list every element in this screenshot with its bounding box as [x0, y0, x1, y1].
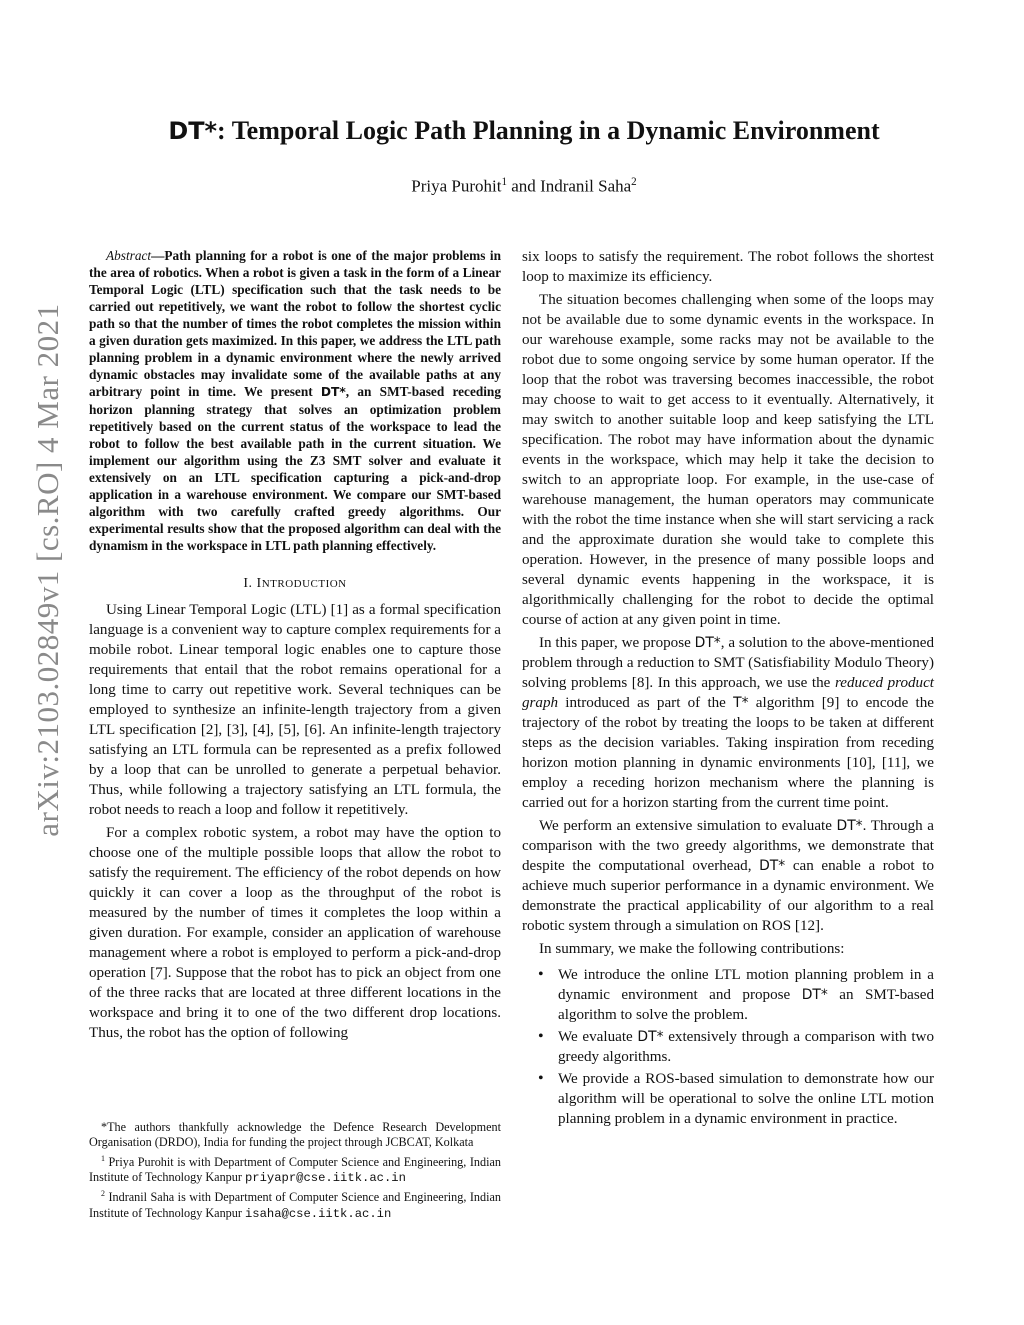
abstract-text-a: Path planning for a robot is one of the major problems in the area of robotics. When a robot is given a task in the form of a Linear Temporal Logic (LTL) specification such that the task needs to be carried out repetitively, we want the robot to follow the shortest cyclic path so that the number of times the robot completes the mission within a given duration gets maximized. In this paper, we address the LTL path planning problem in a dynamic environment where the newly arrived dynamic obstacles may invalidate some of the available paths at any arbitrary point in time. We present [89, 248, 501, 399]
footnote-1-mark: 1 [101, 1153, 105, 1163]
author-line [80, 176, 968, 197]
section-numeral: I. [243, 576, 257, 591]
footnote-1-email: priyapr@cse.iitk.ac.in [244, 1170, 406, 1185]
c3-text: We provide a ROS-based simulation to demonstrate how our algorithm will be operational to solve the online LTL motion planning problem in a dynamic environment in practice. [558, 1071, 934, 1127]
r3-text-b: . Through a comparison with the two greedy algorithms, we demonstrate that despite the computational overhead, [522, 818, 934, 874]
r2-emphasis: reduced product graph [522, 675, 934, 711]
r3-text-c: can enable a robot to achieve much superior performance in a dynamic environment. We demonstrate the practical applicability of our algorithm to a real robotic system through a simulation on ROS [12]. [522, 858, 934, 934]
footnote-funding: *The authors thankfully acknowledge the Defence Research Development Organisation (DRDO), India for funding the project through JCBCAT, Kolkata [89, 1120, 501, 1150]
abstract-label: Abstract [106, 248, 152, 263]
r3-text-a: We perform an extensive simulation to evaluate [539, 818, 837, 834]
right-column [522, 247, 934, 1131]
right-paragraph-0: six loops to satisfy the requirement. The robot follows the shortest loop to maximize its efficiency. [522, 249, 934, 285]
footnote-2-mark: 2 [101, 1189, 105, 1199]
c1-text-b: an SMT-based algorithm to solve the problem. [558, 987, 935, 1023]
right-paragraph-4: In summary, we make the following contributions: [539, 941, 845, 957]
contribution-3 [522, 1069, 934, 1129]
footnote-2 [89, 1186, 501, 1222]
title-rest: : Temporal Logic Path Planning in a Dynamic Environment [217, 116, 880, 145]
c2-text-b: extensively through a comparison with two greedy algorithms. [558, 1029, 935, 1065]
abstract-dash: — [151, 248, 165, 263]
right-paragraph-3 [522, 816, 934, 936]
right-paragraph-1: The situation becomes challenging when some of the loops may not be available due to some dynamic events in the workspace. In our warehouse example, some racks may not be available to the robot due to some ongoing service by some human operator. If the loop that the robot was traversing becomes inaccessible, the robot may choose to wait to get access to it eventually. Alternatively, it may switch to another suitable loop and keep satisfying the LTL specification. The robot may have information about the dynamic events in the workspace, which may help it take the decision to switch to an appropriate loop. For example, in the use-case of warehouse management, the human operators may communicate with the robot the time instance when she will start servicing a rack and the approximate duration she would take to complete this operation. However, in the presence of many possible loops and several dynamic events happening in the workspace, it is algorithmically challenging for the robot to decide the optimal course of action at any given point in time. [522, 292, 934, 628]
footnote-2-text: Indranil Saha is with Department of Computer Science and Engineering, Indian Institute of Technology Kanpur [89, 1190, 501, 1220]
author-2: Indranil Saha [540, 176, 632, 196]
footnote-1-text: Priya Purohit is with Department of Computer Science and Engineering, Indian Institute of Technology Kanpur [89, 1154, 501, 1184]
r2-t-star: T* [733, 695, 749, 711]
author-1: Priya Purohit [411, 176, 502, 196]
r2-text-d: algorithm [9] to encode the trajectory of the robot by treating the loops to be taken at different steps as the decision variables. Taking inspiration from receding horizon motion planning in dynamic environments [10], [11], we employ a receding horizon mechanism where the planning is carried out for a horizon starting from the current time point. [522, 695, 934, 811]
r2-text-a: In this paper, we propose [539, 635, 695, 651]
r2-dt: DT* [694, 635, 721, 651]
contributions-list [522, 965, 934, 1129]
contribution-2 [522, 1027, 934, 1067]
authors-and: and [507, 176, 541, 196]
c1-dt: DT* [801, 987, 828, 1003]
abstract-text-b: , an SMT-based receding horizon planning strategy that solves an optimization problem repetitively based on the current status of the workspace to lead the robot to follow the best available path in the current situation. We implement our algorithm using the Z3 SMT solver and evaluate it extensively on an LTL specification capturing a pick-and-drop application in a warehouse environment. We compare our SMT-based algorithm with two carefully crafted greedy algorithms. Our experimental results show that the proposed algorithm can deal with the dynamism in the workspace in LTL path planning effectively. [89, 384, 501, 553]
arxiv-stamp [8, 170, 88, 970]
bullet-3: • [538, 1070, 544, 1087]
section-initial: I [256, 576, 262, 591]
r2-text-b: , a solution to the above-mentioned problem through a reduction to SMT (Satisfiability Modulo Theory) solving problems [8]. In this approach, we use the [522, 635, 934, 691]
contribution-1 [522, 965, 934, 1025]
r3-dt-2: DT* [759, 858, 786, 874]
r2-text-c: introduced as part of the [558, 695, 734, 711]
footnote-1 [89, 1151, 501, 1187]
paper-title [80, 116, 968, 146]
footnote-2-email: isaha@cse.iitk.ac.in [244, 1206, 392, 1221]
left-column [89, 247, 501, 1043]
right-paragraph-2 [522, 633, 934, 813]
section-heading-introduction [89, 574, 501, 594]
arxiv-id-text: arXiv:2103.02849v1 [cs.RO] 4 Mar 2021 [30, 303, 65, 837]
author-2-mark: 2 [631, 176, 637, 188]
bullet-2: • [538, 1028, 544, 1045]
intro-paragraph-2: For a complex robotic system, a robot may have the option to choose one of the multiple possible loops that allow the robot to satisfy the requirement. The efficiency of the robot depends on how quickly it can cover a loop as the throughput of the robot is measured by the number of times it completes the loop within a given duration. For example, consider an application of warehouse management where a robot is employed to perform a pick-and-drop operation [7]. Suppose that the robot has to pick an object from one of the three racks that are located at three different locations in the workspace and bring it to one of the two different drop locations. Thus, the robot has the option of following [89, 825, 501, 1041]
section-rest: NTRODUCTION [261, 578, 347, 590]
author-1-mark: 1 [501, 176, 508, 188]
title-system-name: DT* [168, 117, 218, 145]
abstract-dt: DT* [320, 385, 346, 399]
intro-paragraph-1: Using Linear Temporal Logic (LTL) [1] as a formal specification language is a convenient way to capture complex requirements for a mobile robot. Linear temporal logic enables one to capture those requirements that entail that the robot remains operational for a long time to carry out repetitive work. Several techniques can be employed to synthesize an infinite-length trajectory from a given LTL specification [2], [3], [4], [5], [6]. An infinite-length trajectory satisfying an LTL formula can be represented as a prefix followed by a loop that can be unrolled to generate a perpetual behavior. Thus, while following a trajectory satisfying an LTL formula, the robot needs to reach a loop and follow it repetitively. [89, 602, 501, 818]
abstract [89, 247, 501, 554]
c2-text-a: We evaluate [558, 1029, 638, 1045]
footnotes [89, 1120, 501, 1222]
r3-dt-1: DT* [836, 818, 863, 834]
bullet-1: • [538, 966, 544, 983]
c2-dt: DT* [637, 1029, 664, 1045]
c1-text-a: We introduce the online LTL motion planning problem in a dynamic environment and propose [558, 967, 934, 1003]
